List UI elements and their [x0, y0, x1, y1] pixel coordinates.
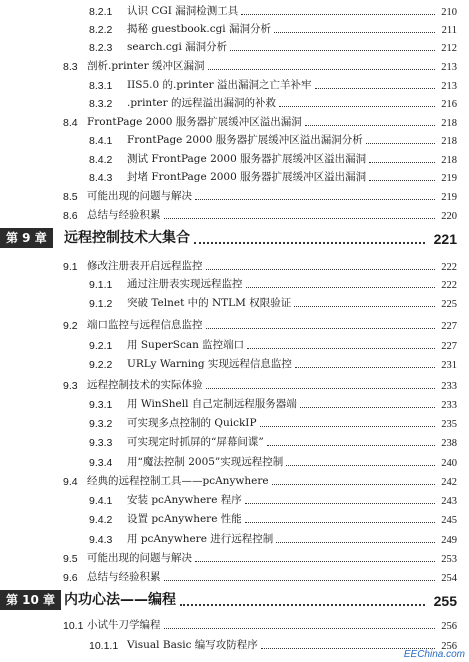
- page-number: 220: [441, 211, 457, 222]
- dot-leader: [230, 50, 435, 51]
- section-title: 通过注册表实现远程监控: [127, 278, 243, 290]
- section-title: URLy Warning 实现远程信息监控: [127, 358, 292, 370]
- page-number: 213: [441, 62, 457, 73]
- toc-entry[interactable]: [0, 453, 469, 471]
- page-number: 218: [441, 118, 457, 129]
- section-number: 8.5: [63, 191, 78, 203]
- section-title: 端口监控与远程信息监控: [87, 319, 203, 331]
- page-number: 233: [441, 381, 457, 392]
- chapter-page-number: 255: [433, 593, 457, 609]
- section-title: 认识 CGI 漏洞检测工具: [127, 5, 239, 17]
- section-title: 可实现多点控制的 QuickIP: [127, 417, 257, 429]
- section-number: 10.1: [63, 620, 84, 632]
- toc-entry[interactable]: [0, 131, 469, 149]
- section-number: 8.2.2: [89, 24, 113, 36]
- dot-leader: [206, 328, 436, 329]
- section-number: 8.6: [63, 210, 78, 222]
- toc-entry[interactable]: [0, 355, 469, 373]
- page-number: 219: [441, 192, 457, 203]
- section-number: 9.1: [63, 261, 78, 273]
- section-title: 测试 FrontPage 2000 服务器扩展缓冲区溢出漏洞: [127, 153, 367, 165]
- section-title: 远程控制技术的实际体验: [87, 379, 203, 391]
- dot-leader: [246, 287, 436, 288]
- section-number: 9.4: [63, 476, 78, 488]
- toc-entry[interactable]: [0, 395, 469, 413]
- section-number: 8.4.3: [89, 172, 113, 184]
- dot-leader: [247, 348, 435, 349]
- page-number: 242: [441, 477, 457, 488]
- section-title: 可实现定时抓屏的“屏幕间谍”: [127, 436, 264, 448]
- section-title: 用“魔法控制 2005”实现远程控制: [127, 456, 284, 468]
- toc-entry[interactable]: [0, 433, 469, 451]
- toc-entry[interactable]: [0, 168, 469, 186]
- section-title: Visual Basic 编写攻防程序: [127, 639, 258, 651]
- toc-entry[interactable]: [0, 257, 469, 275]
- dot-leader: [369, 162, 435, 163]
- dot-leader: [241, 14, 435, 15]
- section-number: 8.2.1: [89, 6, 113, 18]
- page-number: 240: [441, 458, 457, 469]
- chapter-page-number: 221: [433, 231, 457, 247]
- section-number: 9.3: [63, 380, 78, 392]
- page-number: 253: [441, 554, 457, 565]
- toc-entry[interactable]: [0, 568, 469, 586]
- section-number: 8.4: [63, 117, 78, 129]
- toc-entry[interactable]: [0, 57, 469, 75]
- page-number: 216: [441, 99, 457, 110]
- section-title: 用 WinShell 自己定制远程服务器端: [127, 398, 297, 410]
- toc-entry[interactable]: [0, 472, 469, 490]
- toc-entry[interactable]: [0, 94, 469, 112]
- section-title: 揭秘 guestbook.cgi 漏洞分析: [127, 23, 272, 35]
- dot-leader: [279, 106, 435, 107]
- dot-leader: [206, 388, 436, 389]
- dot-leader: [245, 522, 435, 523]
- page-number: 222: [441, 280, 457, 291]
- dot-leader: [164, 580, 436, 581]
- page-number: 225: [441, 299, 457, 310]
- page-number: 218: [441, 136, 457, 147]
- toc-entry[interactable]: [0, 187, 469, 205]
- dot-leader: [260, 426, 435, 427]
- section-number: 9.3.2: [89, 418, 113, 430]
- section-number: 8.4.2: [89, 154, 113, 166]
- section-title: 用 pcAnywhere 进行远程控制: [127, 533, 274, 545]
- dot-leader: [315, 88, 435, 89]
- page-number: 256: [441, 641, 457, 652]
- toc-entry[interactable]: [0, 2, 469, 20]
- watermark: EEChina.com: [403, 649, 465, 660]
- dot-leader: [300, 407, 435, 408]
- section-number: 9.1.1: [89, 279, 113, 291]
- chapter-title: 远程控制技术大集合: [64, 230, 190, 246]
- toc-entry[interactable]: [0, 336, 469, 354]
- section-title: FrontPage 2000 服务器扩展缓冲区溢出漏洞分析: [127, 134, 363, 146]
- section-number: 9.2.1: [89, 340, 113, 352]
- section-number: 8.3: [63, 61, 78, 73]
- section-title: 总结与经验积累: [87, 209, 161, 221]
- toc-entry[interactable]: [0, 206, 469, 224]
- section-number: 8.4.1: [89, 135, 113, 147]
- dot-leader: [286, 465, 435, 466]
- section-number: 9.4.1: [89, 495, 113, 507]
- toc-entry[interactable]: [0, 38, 469, 56]
- section-number: 10.1.1: [89, 640, 119, 652]
- dot-leader: [180, 604, 425, 606]
- section-title: 安装 pcAnywhere 程序: [127, 494, 242, 506]
- toc-entry[interactable]: [0, 20, 469, 38]
- section-title: FrontPage 2000 服务器扩展缓冲区溢出漏洞: [87, 116, 302, 128]
- page-number: 238: [441, 438, 457, 449]
- section-number: 9.6: [63, 572, 78, 584]
- toc-entry[interactable]: [0, 491, 469, 509]
- page-number: 256: [441, 621, 457, 632]
- dot-leader: [194, 242, 425, 244]
- page-number: 254: [441, 573, 457, 584]
- dot-leader: [276, 542, 435, 543]
- section-number: 9.2: [63, 320, 78, 332]
- section-number: 9.2.2: [89, 359, 113, 371]
- section-number: 9.3.3: [89, 437, 113, 449]
- dot-leader: [274, 32, 435, 33]
- page-number: 222: [441, 262, 457, 273]
- section-title: 设置 pcAnywhere 性能: [127, 513, 242, 525]
- section-title: 总结与经验积累: [87, 571, 161, 583]
- toc-entry[interactable]: [0, 76, 469, 94]
- toc-entry[interactable]: [0, 376, 469, 394]
- dot-leader: [164, 628, 436, 629]
- page-number: 211: [441, 25, 457, 36]
- section-title: 突破 Telnet 中的 NTLM 权限验证: [127, 297, 292, 309]
- section-title: 小试牛刀学编程: [87, 619, 161, 631]
- toc-entry[interactable]: [0, 294, 469, 312]
- page-number: 233: [441, 400, 457, 411]
- dot-leader: [295, 367, 435, 368]
- toc-entry[interactable]: [0, 275, 469, 293]
- page-number: 235: [441, 419, 457, 430]
- dot-leader: [195, 199, 435, 200]
- section-title: 经典的远程控制工具——pcAnywhere: [87, 475, 269, 487]
- dot-leader: [245, 503, 435, 504]
- dot-leader: [206, 269, 436, 270]
- page-number: 212: [441, 43, 457, 54]
- toc-entry[interactable]: [0, 549, 469, 567]
- page-number: 231: [441, 360, 457, 371]
- toc-entry[interactable]: [0, 616, 469, 634]
- section-number: 8.3.1: [89, 80, 113, 92]
- toc-entry[interactable]: [0, 636, 469, 654]
- chapter-badge: 第 10 章: [0, 590, 61, 610]
- toc-entry[interactable]: [0, 510, 469, 528]
- section-number: 9.5: [63, 553, 78, 565]
- dot-leader: [272, 484, 435, 485]
- page-number: 218: [441, 155, 457, 166]
- section-title: 修改注册表开启远程监控: [87, 260, 203, 272]
- toc-entry[interactable]: [0, 113, 469, 131]
- page-number: 249: [441, 535, 457, 546]
- section-title: 封堵 FrontPage 2000 服务器扩展缓冲区溢出漏洞: [127, 171, 367, 183]
- toc-chapter-row[interactable]: [0, 590, 469, 612]
- page-number: 219: [441, 173, 457, 184]
- dot-leader: [305, 125, 435, 126]
- dot-leader: [164, 218, 436, 219]
- section-number: 8.2.3: [89, 42, 113, 54]
- section-number: 8.3.2: [89, 98, 113, 110]
- chapter-title: 内功心法——编程: [64, 592, 176, 608]
- dot-leader: [294, 306, 435, 307]
- toc-entry[interactable]: [0, 530, 469, 548]
- dot-leader: [208, 69, 436, 70]
- dot-leader: [369, 180, 435, 181]
- section-title: search.cgi 漏洞分析: [127, 41, 228, 53]
- section-number: 9.4.2: [89, 514, 113, 526]
- page-number: 245: [441, 515, 457, 526]
- section-title: .printer 的远程溢出漏洞的补救: [127, 97, 276, 109]
- dot-leader: [267, 445, 435, 446]
- toc-entry[interactable]: [0, 414, 469, 432]
- section-title: 剖析.printer 缓冲区漏洞: [87, 60, 205, 72]
- page-number: 243: [441, 496, 457, 507]
- toc-entry[interactable]: [0, 150, 469, 168]
- toc-entry[interactable]: [0, 316, 469, 334]
- dot-leader: [366, 143, 435, 144]
- page-number: 227: [441, 341, 457, 352]
- toc-chapter-row[interactable]: [0, 228, 469, 250]
- chapter-badge: 第 9 章: [0, 228, 53, 248]
- page-number: 210: [441, 7, 457, 18]
- section-title: 可能出现的问题与解决: [87, 190, 192, 202]
- dot-leader: [195, 561, 435, 562]
- section-title: 用 SuperScan 监控端口: [127, 339, 245, 351]
- section-number: 9.4.3: [89, 534, 113, 546]
- section-number: 9.3.1: [89, 399, 113, 411]
- section-title: IIS5.0 的.printer 溢出漏洞之亡羊补牢: [127, 79, 312, 91]
- section-number: 9.3.4: [89, 457, 113, 469]
- section-title: 可能出现的问题与解决: [87, 552, 192, 564]
- page-number: 213: [441, 81, 457, 92]
- page-number: 227: [441, 321, 457, 332]
- section-number: 9.1.2: [89, 298, 113, 310]
